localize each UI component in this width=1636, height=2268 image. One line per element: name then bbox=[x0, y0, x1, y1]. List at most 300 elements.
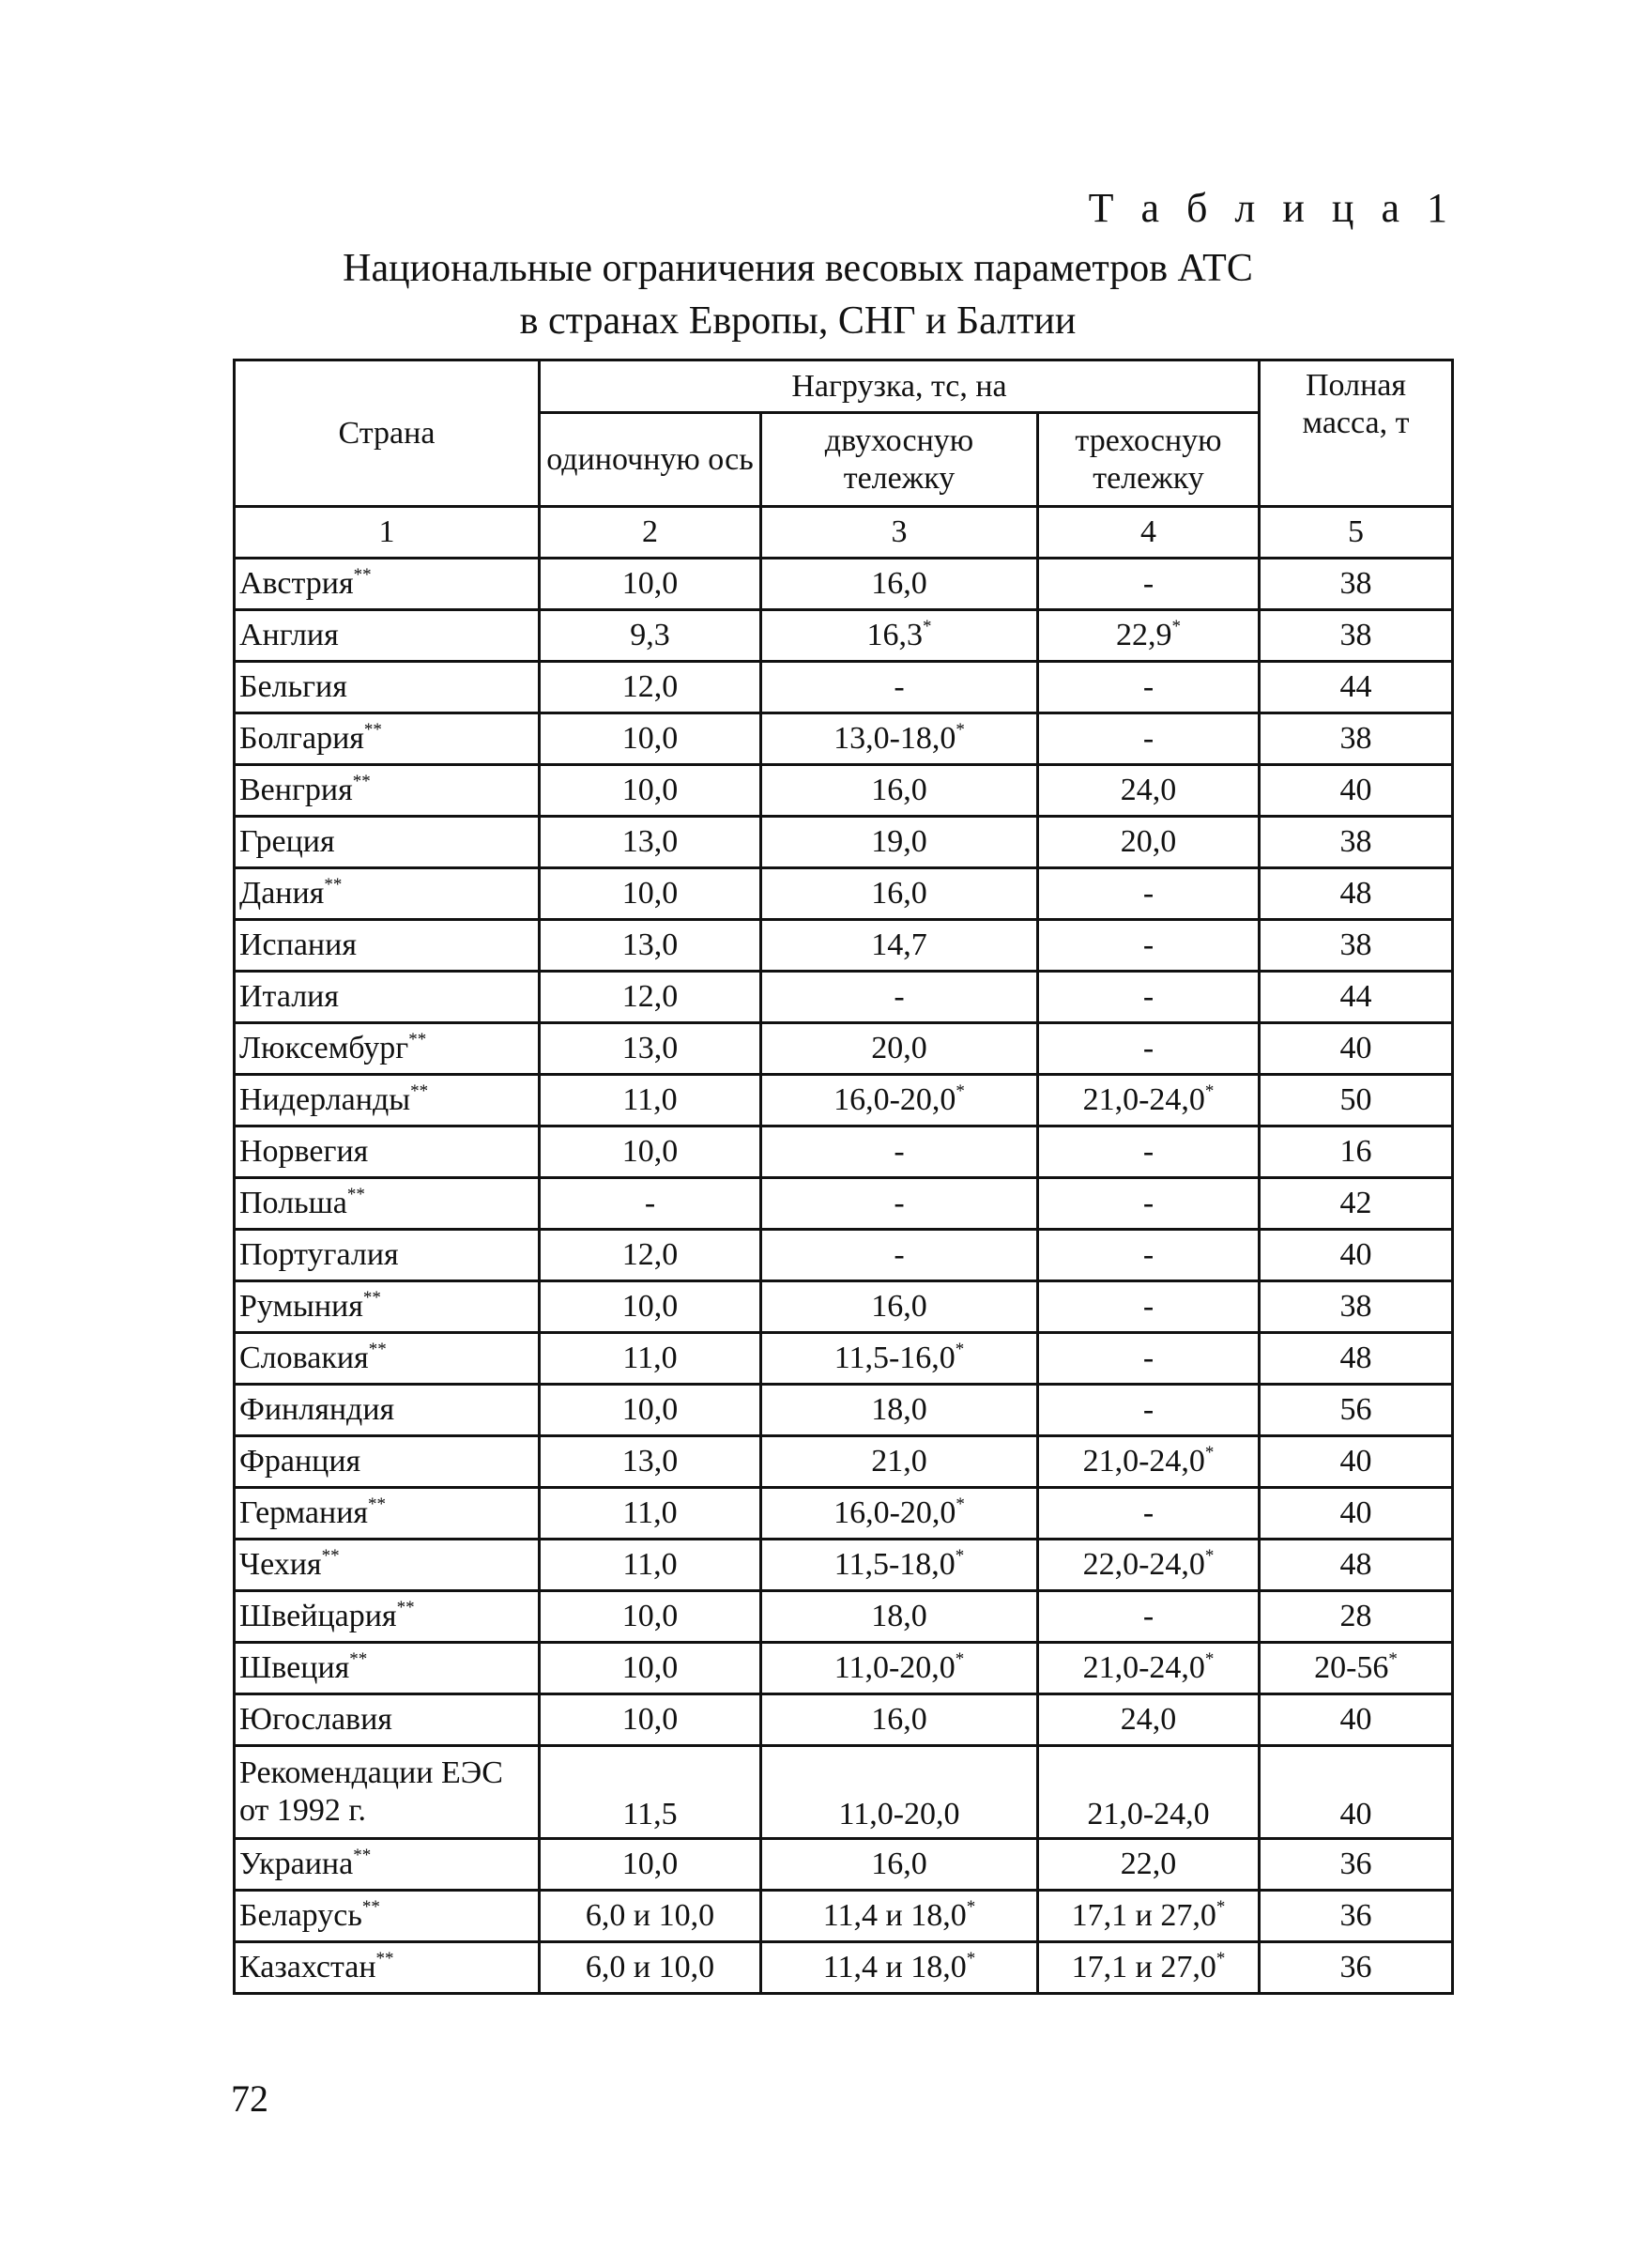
tridem-cell-value: - bbox=[1142, 1599, 1154, 1633]
single-axle-cell bbox=[540, 1281, 761, 1333]
single-axle-cell-value: 10,0 bbox=[621, 1702, 679, 1737]
gross-mass-cell-value: 36 bbox=[1339, 1847, 1372, 1881]
tridem-cell bbox=[1038, 1891, 1260, 1942]
country-cell bbox=[235, 868, 540, 920]
gross-mass-cell-value: 48 bbox=[1339, 1547, 1372, 1582]
tandem-cell bbox=[761, 1694, 1038, 1746]
tandem-cell bbox=[761, 610, 1038, 662]
country-cell bbox=[235, 713, 540, 765]
gross-mass-cell-value: 40 bbox=[1339, 1444, 1372, 1479]
single-axle-cell-value: 10,0 bbox=[621, 1134, 679, 1169]
footnote-mark: * bbox=[1204, 1081, 1215, 1101]
country-cell bbox=[235, 1891, 540, 1942]
tridem-cell-value: 22,9 bbox=[1116, 618, 1172, 652]
country-cell bbox=[235, 817, 540, 868]
table-title bbox=[225, 242, 1370, 347]
tandem-cell-value: - bbox=[894, 669, 905, 704]
gross-mass-cell-value: 44 bbox=[1339, 669, 1372, 704]
tandem-cell-value: 18,0 bbox=[871, 1392, 927, 1427]
tridem-cell bbox=[1038, 868, 1260, 920]
gross-mass-cell-value: 16 bbox=[1339, 1134, 1372, 1169]
country-cell bbox=[235, 1839, 540, 1891]
country-cell-value: Португалия bbox=[239, 1237, 399, 1272]
table-row bbox=[235, 1333, 1453, 1385]
tandem-cell-value: 19,0 bbox=[871, 824, 927, 859]
gross-mass-cell bbox=[1260, 1385, 1453, 1436]
country-cell bbox=[235, 1942, 540, 1994]
country-cell-value: Германия bbox=[239, 1495, 369, 1530]
tridem-cell-value: - bbox=[1142, 1341, 1154, 1375]
footnote-mark: * bbox=[966, 1897, 976, 1917]
country-cell bbox=[235, 662, 540, 713]
tridem-cell bbox=[1038, 1436, 1260, 1488]
tandem-cell-value: 16,0-20,0 bbox=[833, 1082, 956, 1117]
tandem-cell-value: 21,0 bbox=[871, 1444, 927, 1479]
tandem-cell-value: 16,3 bbox=[866, 618, 923, 652]
single-axle-cell-value: 12,0 bbox=[621, 979, 679, 1014]
column-number: 2 bbox=[540, 507, 761, 559]
country-cell bbox=[235, 1436, 540, 1488]
single-axle-cell-value: 10,0 bbox=[621, 1847, 679, 1881]
table-row bbox=[235, 1385, 1453, 1436]
single-axle-cell-value: 11,0 bbox=[622, 1495, 678, 1530]
tridem-cell bbox=[1038, 713, 1260, 765]
gross-mass-cell-value: 38 bbox=[1339, 1289, 1372, 1324]
tandem-cell bbox=[761, 868, 1038, 920]
single-axle-cell-value: 10,0 bbox=[621, 876, 679, 911]
tandem-cell-value: - bbox=[894, 1237, 905, 1272]
tandem-cell bbox=[761, 1126, 1038, 1178]
table-row bbox=[235, 1891, 1453, 1942]
tridem-cell-value: - bbox=[1142, 1237, 1154, 1272]
footnote-mark: ** bbox=[368, 1340, 387, 1359]
footnote-mark: ** bbox=[321, 1546, 340, 1566]
tandem-cell-value: 11,4 и 18,0 bbox=[822, 1950, 967, 1984]
tridem-cell bbox=[1038, 1230, 1260, 1281]
footnote-mark: * bbox=[955, 1340, 965, 1359]
footnote-mark: ** bbox=[324, 875, 343, 895]
gross-mass-cell bbox=[1260, 1591, 1453, 1643]
tandem-cell-value: 16,0 bbox=[871, 566, 927, 601]
tandem-cell bbox=[761, 1023, 1038, 1075]
tandem-cell-value: 16,0 bbox=[871, 1847, 927, 1881]
tridem-cell-value: - bbox=[1142, 876, 1154, 911]
tandem-cell bbox=[761, 1281, 1038, 1333]
country-cell bbox=[235, 1178, 540, 1230]
single-axle-cell-value: 9,3 bbox=[630, 618, 670, 652]
tridem-cell-value: 22,0-24,0 bbox=[1082, 1547, 1205, 1582]
single-axle-cell-value: 11,0 bbox=[622, 1082, 678, 1117]
gross-mass-cell bbox=[1260, 559, 1453, 610]
single-axle-cell-value: 10,0 bbox=[621, 566, 679, 601]
gross-mass-cell bbox=[1260, 1942, 1453, 1994]
tridem-cell-value: - bbox=[1142, 1392, 1154, 1427]
footnote-mark: ** bbox=[363, 720, 382, 740]
single-axle-cell bbox=[540, 868, 761, 920]
tridem-cell-value: 20,0 bbox=[1120, 824, 1177, 859]
gross-mass-cell-value: 40 bbox=[1339, 1702, 1372, 1737]
single-axle-cell bbox=[540, 1023, 761, 1075]
country-cell bbox=[235, 610, 540, 662]
gross-mass-cell bbox=[1260, 765, 1453, 817]
single-axle-cell bbox=[540, 920, 761, 972]
single-axle-cell-value: 13,0 bbox=[621, 1031, 679, 1065]
country-cell bbox=[235, 559, 540, 610]
table-row bbox=[235, 1126, 1453, 1178]
single-axle-cell-value: 10,0 bbox=[621, 1392, 679, 1427]
country-cell-value: Рекомендации ЕЭС от 1992 г. bbox=[239, 1755, 503, 1828]
tridem-cell-value: - bbox=[1142, 1186, 1154, 1220]
gross-mass-cell-value: 36 bbox=[1339, 1950, 1372, 1984]
gross-mass-cell-value: 40 bbox=[1339, 1797, 1372, 1831]
gross-mass-cell bbox=[1260, 1540, 1453, 1591]
table-body bbox=[235, 559, 1453, 1994]
country-cell-value: Греция bbox=[239, 824, 335, 859]
title-line-1: Национальные ограничения весовых параметров АТС bbox=[343, 247, 1253, 290]
footnote-mark: * bbox=[955, 1649, 965, 1669]
tridem-cell-value: - bbox=[1142, 927, 1154, 962]
country-cell-value: Румыния bbox=[239, 1289, 363, 1324]
country-cell bbox=[235, 1230, 540, 1281]
country-cell-value: Беларусь bbox=[239, 1898, 362, 1933]
tandem-cell-value: 11,5-16,0 bbox=[833, 1341, 956, 1375]
column-number: 4 bbox=[1038, 507, 1260, 559]
table-row bbox=[235, 868, 1453, 920]
country-cell-value: Швейцария bbox=[239, 1599, 397, 1633]
tandem-cell bbox=[761, 1385, 1038, 1436]
tridem-cell-value: 21,0-24,0 bbox=[1082, 1082, 1205, 1117]
single-axle-cell-value: 11,5 bbox=[622, 1797, 678, 1831]
tandem-cell-value: - bbox=[894, 979, 905, 1014]
single-axle-cell-value: 10,0 bbox=[621, 773, 679, 807]
single-axle-cell-value: 13,0 bbox=[621, 824, 679, 859]
gross-mass-cell bbox=[1260, 1023, 1453, 1075]
single-axle-cell-value: 11,0 bbox=[622, 1547, 678, 1582]
country-cell-value: Украина bbox=[239, 1847, 354, 1881]
tandem-cell bbox=[761, 662, 1038, 713]
country-cell-value: Словакия bbox=[239, 1341, 369, 1375]
tridem-cell-value: - bbox=[1142, 669, 1154, 704]
gross-mass-cell-value: 28 bbox=[1339, 1599, 1372, 1633]
gross-mass-cell bbox=[1260, 920, 1453, 972]
table-row bbox=[235, 1540, 1453, 1591]
country-cell-value: Италия bbox=[239, 979, 340, 1014]
gross-mass-cell-value: 40 bbox=[1339, 1495, 1372, 1530]
tandem-cell bbox=[761, 1540, 1038, 1591]
tridem-cell bbox=[1038, 1694, 1260, 1746]
footnote-mark: * bbox=[1204, 1649, 1215, 1669]
tandem-cell bbox=[761, 817, 1038, 868]
gross-mass-cell bbox=[1260, 1488, 1453, 1540]
single-axle-cell bbox=[540, 559, 761, 610]
header-load-group: Нагрузка, тс, на bbox=[540, 360, 1260, 413]
country-cell-value: Люксембург bbox=[239, 1031, 409, 1065]
footnote-mark: ** bbox=[346, 1185, 365, 1204]
tandem-cell-value: 16,0 bbox=[871, 876, 927, 911]
gross-mass-cell-value: 42 bbox=[1339, 1186, 1372, 1220]
single-axle-cell-value: 10,0 bbox=[621, 721, 679, 756]
tridem-cell bbox=[1038, 1023, 1260, 1075]
single-axle-cell bbox=[540, 1436, 761, 1488]
gross-mass-cell-value: 36 bbox=[1339, 1898, 1372, 1933]
tandem-cell bbox=[761, 1230, 1038, 1281]
footnote-mark: * bbox=[1388, 1649, 1398, 1669]
country-cell-value: Чехия bbox=[239, 1547, 322, 1582]
tandem-cell-value: 13,0-18,0 bbox=[833, 721, 956, 756]
country-cell-value: Испания bbox=[239, 927, 357, 962]
tridem-cell-value: - bbox=[1142, 979, 1154, 1014]
footnote-mark: ** bbox=[396, 1598, 415, 1617]
footnote-mark: * bbox=[955, 1546, 965, 1566]
single-axle-cell bbox=[540, 1230, 761, 1281]
gross-mass-cell bbox=[1260, 1839, 1453, 1891]
tandem-cell-value: - bbox=[894, 1186, 905, 1220]
footnote-mark: * bbox=[1204, 1443, 1215, 1463]
single-axle-cell-value: - bbox=[644, 1186, 656, 1220]
country-cell bbox=[235, 1075, 540, 1126]
tandem-cell-value: 20,0 bbox=[871, 1031, 927, 1065]
single-axle-cell-value: 10,0 bbox=[621, 1650, 679, 1685]
country-cell-value: Англия bbox=[239, 618, 339, 652]
country-cell bbox=[235, 1023, 540, 1075]
table-row bbox=[235, 920, 1453, 972]
single-axle-cell-value: 11,0 bbox=[622, 1341, 678, 1375]
gross-mass-cell bbox=[1260, 713, 1453, 765]
tridem-cell-value: - bbox=[1142, 1134, 1154, 1169]
gross-mass-cell bbox=[1260, 1075, 1453, 1126]
tandem-cell-value: 16,0 bbox=[871, 773, 927, 807]
gross-mass-cell bbox=[1260, 610, 1453, 662]
tandem-cell-value: 11,5-18,0 bbox=[833, 1547, 956, 1582]
tridem-cell-value: - bbox=[1142, 721, 1154, 756]
header-tandem: двухосную тележку bbox=[761, 413, 1038, 507]
tandem-cell bbox=[761, 559, 1038, 610]
gross-mass-cell bbox=[1260, 1178, 1453, 1230]
single-axle-cell-value: 12,0 bbox=[621, 669, 679, 704]
single-axle-cell bbox=[540, 1488, 761, 1540]
tridem-cell-value: 17,1 и 27,0 bbox=[1071, 1898, 1216, 1933]
tridem-cell bbox=[1038, 610, 1260, 662]
column-number: 1 bbox=[235, 507, 540, 559]
title-line-2: в странах Европы, СНГ и Балтии bbox=[519, 299, 1077, 343]
single-axle-cell bbox=[540, 1839, 761, 1891]
single-axle-cell bbox=[540, 1891, 761, 1942]
footnote-mark: ** bbox=[361, 1897, 380, 1917]
tridem-cell bbox=[1038, 1488, 1260, 1540]
gross-mass-cell bbox=[1260, 1333, 1453, 1385]
gross-mass-cell-value: 40 bbox=[1339, 1237, 1372, 1272]
footnote-mark: * bbox=[956, 1081, 965, 1101]
tandem-cell-value: 11,4 и 18,0 bbox=[822, 1898, 967, 1933]
country-cell bbox=[235, 972, 540, 1023]
gross-mass-cell bbox=[1260, 972, 1453, 1023]
gross-mass-cell-value: 20-56 bbox=[1314, 1650, 1389, 1685]
gross-mass-cell-value: 40 bbox=[1339, 773, 1372, 807]
tandem-cell-value: 16,0 bbox=[871, 1702, 927, 1737]
table-row bbox=[235, 1746, 1453, 1839]
tandem-cell-value: 11,0-20,0 bbox=[838, 1797, 960, 1831]
single-axle-cell bbox=[540, 1385, 761, 1436]
single-axle-cell bbox=[540, 817, 761, 868]
gross-mass-cell-value: 38 bbox=[1339, 618, 1372, 652]
tandem-cell bbox=[761, 1942, 1038, 1994]
single-axle-cell-value: 13,0 bbox=[621, 927, 679, 962]
single-axle-cell bbox=[540, 662, 761, 713]
single-axle-cell-value: 10,0 bbox=[621, 1289, 679, 1324]
tandem-cell bbox=[761, 713, 1038, 765]
country-cell bbox=[235, 1385, 540, 1436]
tandem-cell-value: 16,0-20,0 bbox=[833, 1495, 956, 1530]
tridem-cell-value: 22,0 bbox=[1120, 1847, 1177, 1881]
table-label: Т а б л и ц а 1 bbox=[1088, 185, 1456, 231]
footnote-mark: ** bbox=[368, 1494, 387, 1514]
tandem-cell-value: 16,0 bbox=[871, 1289, 927, 1324]
tridem-cell-value: 21,0-24,0 bbox=[1082, 1444, 1205, 1479]
tandem-cell bbox=[761, 1075, 1038, 1126]
country-cell bbox=[235, 1281, 540, 1333]
tridem-cell bbox=[1038, 972, 1260, 1023]
country-cell bbox=[235, 1694, 540, 1746]
single-axle-cell bbox=[540, 1540, 761, 1591]
country-cell bbox=[235, 1126, 540, 1178]
tridem-cell bbox=[1038, 1281, 1260, 1333]
single-axle-cell bbox=[540, 1075, 761, 1126]
table-row bbox=[235, 1694, 1453, 1746]
tandem-cell bbox=[761, 1891, 1038, 1942]
column-number: 3 bbox=[761, 507, 1038, 559]
tandem-cell bbox=[761, 972, 1038, 1023]
single-axle-cell bbox=[540, 972, 761, 1023]
page-number: 72 bbox=[231, 2077, 268, 2120]
table-row bbox=[235, 1839, 1453, 1891]
footnote-mark: * bbox=[956, 720, 965, 740]
tridem-cell-value: - bbox=[1142, 566, 1154, 601]
single-axle-cell bbox=[540, 1126, 761, 1178]
tridem-cell bbox=[1038, 920, 1260, 972]
single-axle-cell-value: 6,0 и 10,0 bbox=[585, 1950, 715, 1984]
table-row bbox=[235, 662, 1453, 713]
country-cell bbox=[235, 1643, 540, 1694]
country-cell-value: Норвегия bbox=[239, 1134, 369, 1169]
gross-mass-cell-value: 48 bbox=[1339, 1341, 1372, 1375]
country-cell-value: Польша bbox=[239, 1186, 347, 1220]
single-axle-cell bbox=[540, 1694, 761, 1746]
gross-mass-cell-value: 38 bbox=[1339, 566, 1372, 601]
tandem-cell bbox=[761, 765, 1038, 817]
tridem-cell bbox=[1038, 1839, 1260, 1891]
footnote-mark: ** bbox=[410, 1081, 429, 1101]
tridem-cell-value: 21,0-24,0 bbox=[1082, 1650, 1205, 1685]
footnote-mark: * bbox=[1216, 1897, 1226, 1917]
single-axle-cell-value: 12,0 bbox=[621, 1237, 679, 1272]
country-cell-value: Австрия bbox=[239, 566, 354, 601]
gross-mass-cell bbox=[1260, 1126, 1453, 1178]
table-row bbox=[235, 1230, 1453, 1281]
country-cell-value: Франция bbox=[239, 1444, 361, 1479]
gross-mass-cell bbox=[1260, 1436, 1453, 1488]
country-cell bbox=[235, 1488, 540, 1540]
tandem-cell bbox=[761, 1436, 1038, 1488]
header-country: Страна bbox=[235, 360, 540, 507]
table-row bbox=[235, 1942, 1453, 1994]
tandem-cell bbox=[761, 1591, 1038, 1643]
table-row bbox=[235, 1178, 1453, 1230]
table-row bbox=[235, 1591, 1453, 1643]
country-cell bbox=[235, 1746, 540, 1839]
footnote-mark: ** bbox=[353, 565, 372, 585]
single-axle-cell bbox=[540, 1591, 761, 1643]
tridem-cell bbox=[1038, 1942, 1260, 1994]
tridem-cell bbox=[1038, 817, 1260, 868]
tandem-cell bbox=[761, 1643, 1038, 1694]
tandem-cell-value: 14,7 bbox=[871, 927, 927, 962]
single-axle-cell bbox=[540, 610, 761, 662]
tridem-cell bbox=[1038, 1385, 1260, 1436]
country-cell-value: Бельгия bbox=[239, 669, 347, 704]
gross-mass-cell-value: 56 bbox=[1339, 1392, 1372, 1427]
footnote-mark: ** bbox=[375, 1949, 394, 1969]
gross-mass-cell-value: 50 bbox=[1339, 1082, 1372, 1117]
tandem-cell bbox=[761, 1746, 1038, 1839]
country-cell-value: Нидерланды bbox=[239, 1082, 411, 1117]
tandem-cell-value: 18,0 bbox=[871, 1599, 927, 1633]
gross-mass-cell bbox=[1260, 1281, 1453, 1333]
tandem-cell bbox=[761, 920, 1038, 972]
single-axle-cell bbox=[540, 1643, 761, 1694]
table-row bbox=[235, 1643, 1453, 1694]
table-row bbox=[235, 817, 1453, 868]
single-axle-cell bbox=[540, 713, 761, 765]
gross-mass-cell bbox=[1260, 868, 1453, 920]
single-axle-cell-value: 10,0 bbox=[621, 1599, 679, 1633]
weight-limits-table bbox=[233, 359, 1454, 1995]
header-tridem: трехосную тележку bbox=[1038, 413, 1260, 507]
single-axle-cell bbox=[540, 1746, 761, 1839]
gross-mass-cell bbox=[1260, 817, 1453, 868]
gross-mass-cell bbox=[1260, 1230, 1453, 1281]
single-axle-cell-value: 6,0 и 10,0 bbox=[585, 1898, 715, 1933]
country-cell-value: Швеция bbox=[239, 1650, 350, 1685]
gross-mass-cell-value: 40 bbox=[1339, 1031, 1372, 1065]
tridem-cell bbox=[1038, 1178, 1260, 1230]
single-axle-cell-value: 13,0 bbox=[621, 1444, 679, 1479]
tridem-cell bbox=[1038, 1333, 1260, 1385]
footnote-mark: ** bbox=[353, 1846, 372, 1865]
tridem-cell bbox=[1038, 662, 1260, 713]
country-cell-value: Болгария bbox=[239, 721, 364, 756]
gross-mass-cell bbox=[1260, 1643, 1453, 1694]
country-cell bbox=[235, 1333, 540, 1385]
gross-mass-cell-value: 38 bbox=[1339, 824, 1372, 859]
table-row bbox=[235, 1023, 1453, 1075]
table-row bbox=[235, 610, 1453, 662]
tandem-cell-value: - bbox=[894, 1134, 905, 1169]
tridem-cell bbox=[1038, 1126, 1260, 1178]
tandem-cell-value: 11,0-20,0 bbox=[833, 1650, 956, 1685]
footnote-mark: * bbox=[1171, 617, 1181, 636]
footnote-mark: * bbox=[956, 1494, 965, 1514]
single-axle-cell bbox=[540, 1942, 761, 1994]
header-gross-mass: Полная масса, т bbox=[1260, 360, 1453, 507]
footnote-mark: * bbox=[923, 617, 932, 636]
gross-mass-cell-value: 44 bbox=[1339, 979, 1372, 1014]
country-cell bbox=[235, 1591, 540, 1643]
tridem-cell-value: 17,1 и 27,0 bbox=[1071, 1950, 1216, 1984]
footnote-mark: * bbox=[1216, 1949, 1226, 1969]
footnote-mark: ** bbox=[408, 1030, 427, 1050]
table-row bbox=[235, 1281, 1453, 1333]
tridem-cell bbox=[1038, 1075, 1260, 1126]
